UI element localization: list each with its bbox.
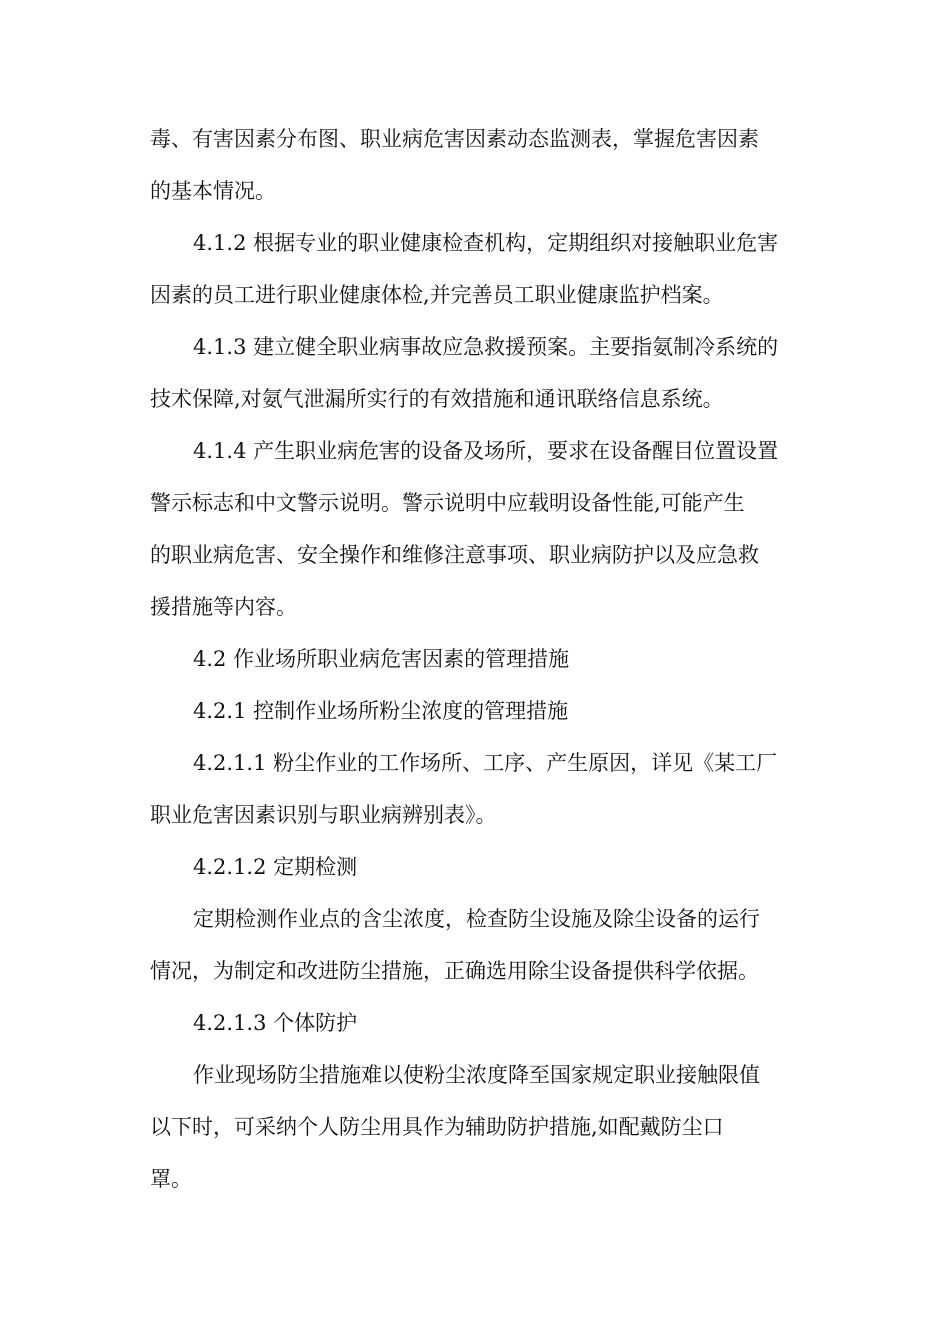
section-4-1-3: 4.1.3 建立健全职业病事故应急救援预案。主要指氨制冷系统的	[193, 335, 779, 359]
text-line: 定期检测作业点的含尘浓度，检查防尘设施及除尘设备的运行	[193, 907, 760, 931]
section-4-1-4: 4.1.4 产生职业病危害的设备及场所，要求在设备醒目位置设置	[193, 439, 779, 463]
text-line: 情况，为制定和改进防尘措施，正确选用除尘设备提供科学依据。	[150, 959, 759, 983]
section-heading-4-2-1-2: 4.2.1.2 定期检测	[193, 855, 358, 879]
text-line: 因素的员工进行职业健康体检,并完善员工职业健康监护档案。	[150, 283, 724, 307]
text-line: 援措施等内容。	[150, 595, 297, 619]
text-line: 作业现场防尘措施难以使粉尘浓度降至国家规定职业接触限值	[193, 1063, 760, 1087]
text-line: 警示标志和中文警示说明。警示说明中应载明设备性能,可能产生	[150, 491, 745, 515]
text-line: 技术保障,对氨气泄漏所实行的有效措施和通讯联络信息系统。	[150, 387, 724, 411]
text-line: 以下时，可采纳个人防尘用具作为辅助防护措施,如配戴防尘口	[150, 1115, 724, 1139]
section-4-2-1-1: 4.2.1.1 粉尘作业的工作场所、工序、产生原因，详见《某工厂	[193, 751, 778, 775]
text-line: 的职业病危害、安全操作和维修注意事项、职业病防护以及应急救	[150, 543, 759, 567]
section-heading-4-2-1: 4.2.1 控制作业场所粉尘浓度的管理措施	[193, 699, 569, 723]
section-heading-4-2: 4.2 作业场所职业病危害因素的管理措施	[193, 647, 570, 671]
text-line: 的基本情况。	[150, 179, 276, 203]
text-line: 职业危害因素识别与职业病辨别表》。	[150, 803, 497, 827]
section-heading-4-2-1-3: 4.2.1.3 个体防护	[193, 1011, 358, 1035]
text-line: 毒、有害因素分布图、职业病危害因素动态监测表，掌握危害因素	[150, 127, 759, 151]
section-4-1-2: 4.1.2 根据专业的职业健康检查机构，定期组织对接触职业危害	[193, 231, 779, 255]
text-line: 罩。	[150, 1167, 192, 1191]
